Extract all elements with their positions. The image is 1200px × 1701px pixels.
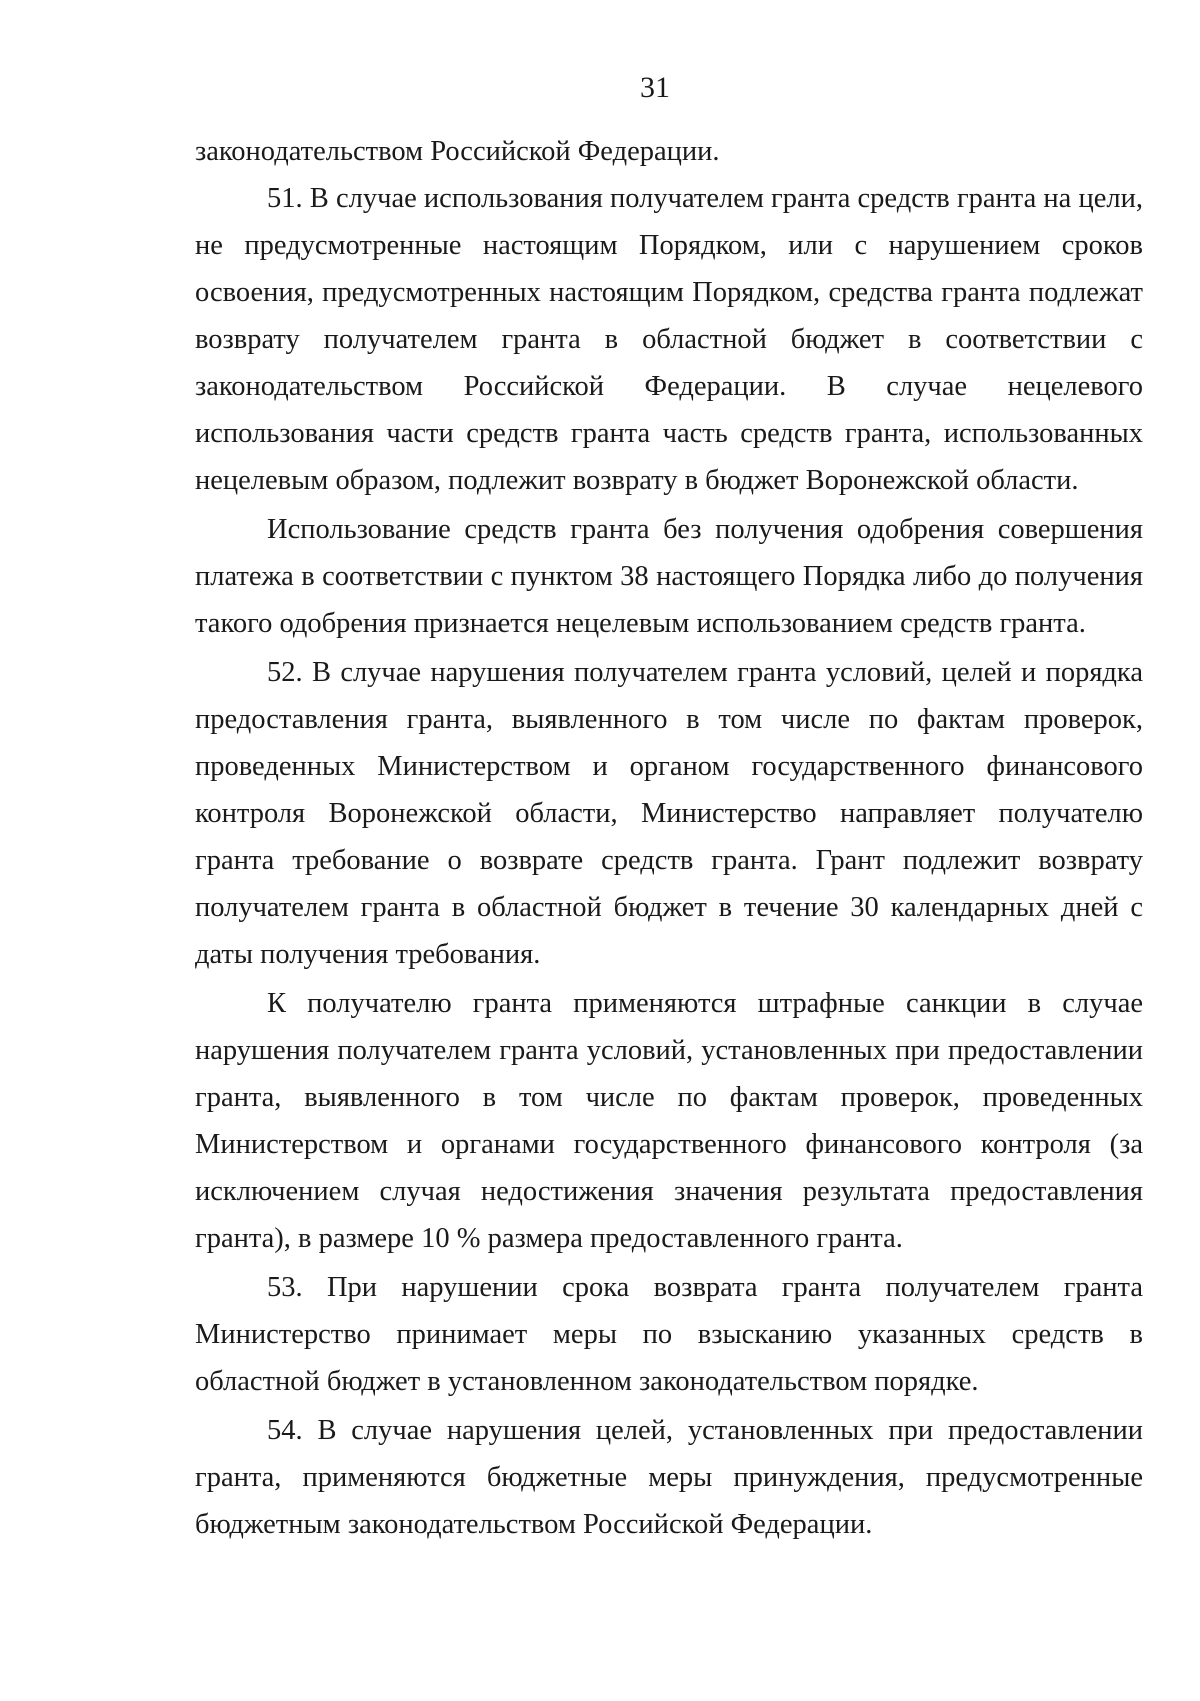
paragraph-item-54: 54. В случае нарушения целей, установленных при предоставлении гранта, применяются бюджетные меры принуждения, предусмотренные бюджетным законодательством Российской Федерации.	[195, 1415, 1143, 1540]
paragraph-item-52-penalty: К получателю гранта применяются штрафные санкции в случае нарушения получателем гранта условий, установленных при предоставлении гранта, выявленного в том числе по фактам проверок, проведенных Министерством и органами государственного финансового контроля (за исключением случая недостижения значения результата предоставления гранта), в размере 10 % размера предоставленного гранта.	[195, 988, 1143, 1254]
paragraph-item-53: 53. При нарушении срока возврата гранта получателем гранта Министерство принимает меры по взысканию указанных средств в областной бюджет в установленном законодательством порядке.	[195, 1272, 1143, 1397]
paragraph-continuation: законодательством Российской Федерации.	[195, 136, 720, 167]
paragraph-item-52: 52. В случае нарушения получателем гранта условий, целей и порядка предоставления гранта, выявленного в том числе по фактам проверок, проведенных Министерством и органом государственного финансового контроля Воронежской области, Министерство направляет получателю гранта требование о возврате средств гранта. Грант подлежит возврату получателем гранта в областной бюджет в течение 30 календарных дней с даты получения требования.	[195, 657, 1143, 970]
paragraph-item-51: 51. В случае использования получателем гранта средств гранта на цели, не предусмотренные настоящим Порядком, или с нарушением сроков освоения, предусмотренных настоящим Порядком, средства гранта подлежат возврату получателем гранта в областной бюджет в соответствии с законодательством Российской Федерации. В случае нецелевого использования части средств гранта часть средств гранта, использованных нецелевым образом, подлежит возврату в бюджет Воронежской области.	[195, 183, 1143, 496]
page-number: 31	[640, 71, 670, 104]
paragraph-item-51-note: Использование средств гранта без получения одобрения совершения платежа в соответствии с пунктом 38 настоящего Порядка либо до получения такого одобрения признается нецелевым использованием средств гранта.	[195, 514, 1143, 639]
document-body	[195, 128, 1143, 1548]
